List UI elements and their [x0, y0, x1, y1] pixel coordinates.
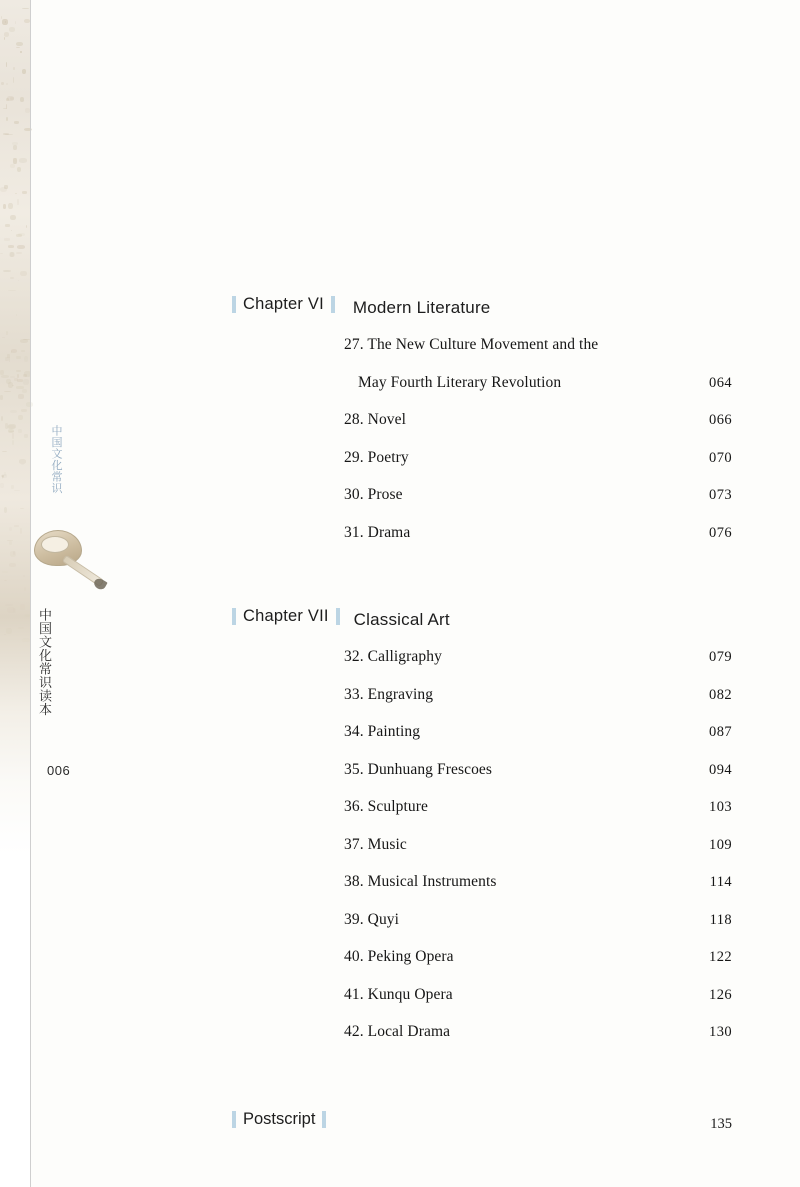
accent-bar-icon — [232, 296, 236, 313]
toc-section — [232, 607, 732, 1061]
toc-entry-page: 094 — [709, 761, 732, 778]
chapter-title: Modern Literature — [352, 298, 491, 317]
toc-entry-page: 066 — [709, 412, 732, 428]
toc-entry[interactable] — [232, 411, 732, 449]
accent-bar-icon — [336, 608, 340, 625]
toc-entry-page: 076 — [709, 524, 732, 541]
toc-entry-page: 130 — [709, 1024, 732, 1040]
postscript-label-group — [232, 1110, 326, 1129]
toc-entry-list — [232, 648, 732, 1061]
decorative-margin-strip — [0, 0, 30, 1187]
postscript-page: 135 — [710, 1116, 732, 1132]
toc-entry[interactable] — [232, 761, 732, 799]
toc-entry[interactable] — [232, 1023, 732, 1061]
toc-entry-label: 38. Musical Instruments — [344, 873, 497, 890]
page-number: 006 — [47, 763, 71, 778]
side-text-main: 中国文化常识读本 — [36, 608, 51, 716]
toc-entry-page: 073 — [709, 487, 732, 503]
toc-entry-page: 082 — [709, 686, 732, 703]
toc-entry-label: 28. Novel — [344, 411, 407, 428]
accent-bar-icon — [232, 1111, 236, 1128]
toc-entry[interactable] — [232, 948, 732, 986]
toc-entry-page: 079 — [709, 649, 732, 665]
toc-entry-page: 114 — [709, 874, 732, 890]
toc-entry-label: 33. Engraving — [344, 685, 434, 703]
toc-entry-label: 36. Sculpture — [344, 798, 428, 815]
chapter-heading — [232, 607, 732, 630]
toc-entry[interactable] — [232, 449, 732, 487]
chapter-title: Classical Art — [353, 610, 450, 629]
toc-entry-page: 087 — [709, 724, 732, 740]
chapter-label: Chapter VI — [243, 295, 324, 313]
chapter-label: Chapter VII — [243, 607, 329, 625]
toc-entry-page: 070 — [709, 449, 732, 466]
toc-entry-page: 064 — [709, 374, 732, 391]
accent-bar-icon — [322, 1111, 326, 1128]
toc-entry[interactable] — [232, 873, 732, 911]
chapter-label-group — [232, 607, 340, 626]
toc-entry-page: 122 — [709, 949, 732, 965]
toc-section — [232, 295, 732, 561]
accent-bar-icon — [232, 608, 236, 625]
toc-entry-label: 32. Calligraphy — [344, 648, 442, 665]
toc-entry-label: May Fourth Literary Revolution — [358, 373, 562, 391]
toc-entry[interactable] — [232, 648, 732, 686]
toc-entry[interactable] — [232, 911, 732, 949]
postscript-row[interactable] — [232, 1110, 732, 1133]
side-text-top: 中国文化常识 — [50, 425, 63, 494]
chapter-label-group — [232, 295, 335, 314]
postscript-label: Postscript — [243, 1110, 316, 1128]
toc-entry-label: 39. Quyi — [344, 910, 400, 928]
chapter-heading — [232, 295, 732, 318]
toc-entry-label: 31. Drama — [344, 523, 411, 541]
toc-entry[interactable] — [232, 798, 732, 836]
toc-entry-list — [232, 336, 732, 561]
toc-entry-page: 118 — [709, 911, 732, 928]
toc-entry-label: 34. Painting — [344, 723, 421, 740]
toc-entry-page: 126 — [709, 986, 732, 1003]
toc-entry-page: 103 — [709, 799, 732, 815]
toc-entry-page: 109 — [709, 836, 732, 853]
toc-entry-label: 42. Local Drama — [344, 1023, 451, 1040]
toc-entry[interactable] — [232, 986, 732, 1024]
toc-entry[interactable] — [232, 836, 732, 874]
toc-entry-label: 27. The New Culture Movement and the — [344, 336, 599, 353]
toc-entry[interactable] — [232, 336, 732, 374]
toc-entry-label: 35. Dunhuang Frescoes — [344, 760, 493, 778]
toc-entry-label: 40. Peking Opera — [344, 948, 454, 965]
accent-bar-icon — [331, 296, 335, 313]
toc-entry[interactable] — [232, 686, 732, 724]
toc-entry-label: 29. Poetry — [344, 448, 409, 466]
toc-entry-label: 30. Prose — [344, 486, 403, 503]
toc-entry-label: 37. Music — [344, 835, 407, 853]
toc-entry[interactable] — [232, 486, 732, 524]
toc-entry-label: 41. Kunqu Opera — [344, 985, 453, 1003]
toc-entry[interactable] — [232, 524, 732, 562]
toc-entry[interactable] — [232, 723, 732, 761]
brush-ornament-icon — [28, 524, 108, 606]
toc-entry[interactable] — [232, 374, 732, 412]
